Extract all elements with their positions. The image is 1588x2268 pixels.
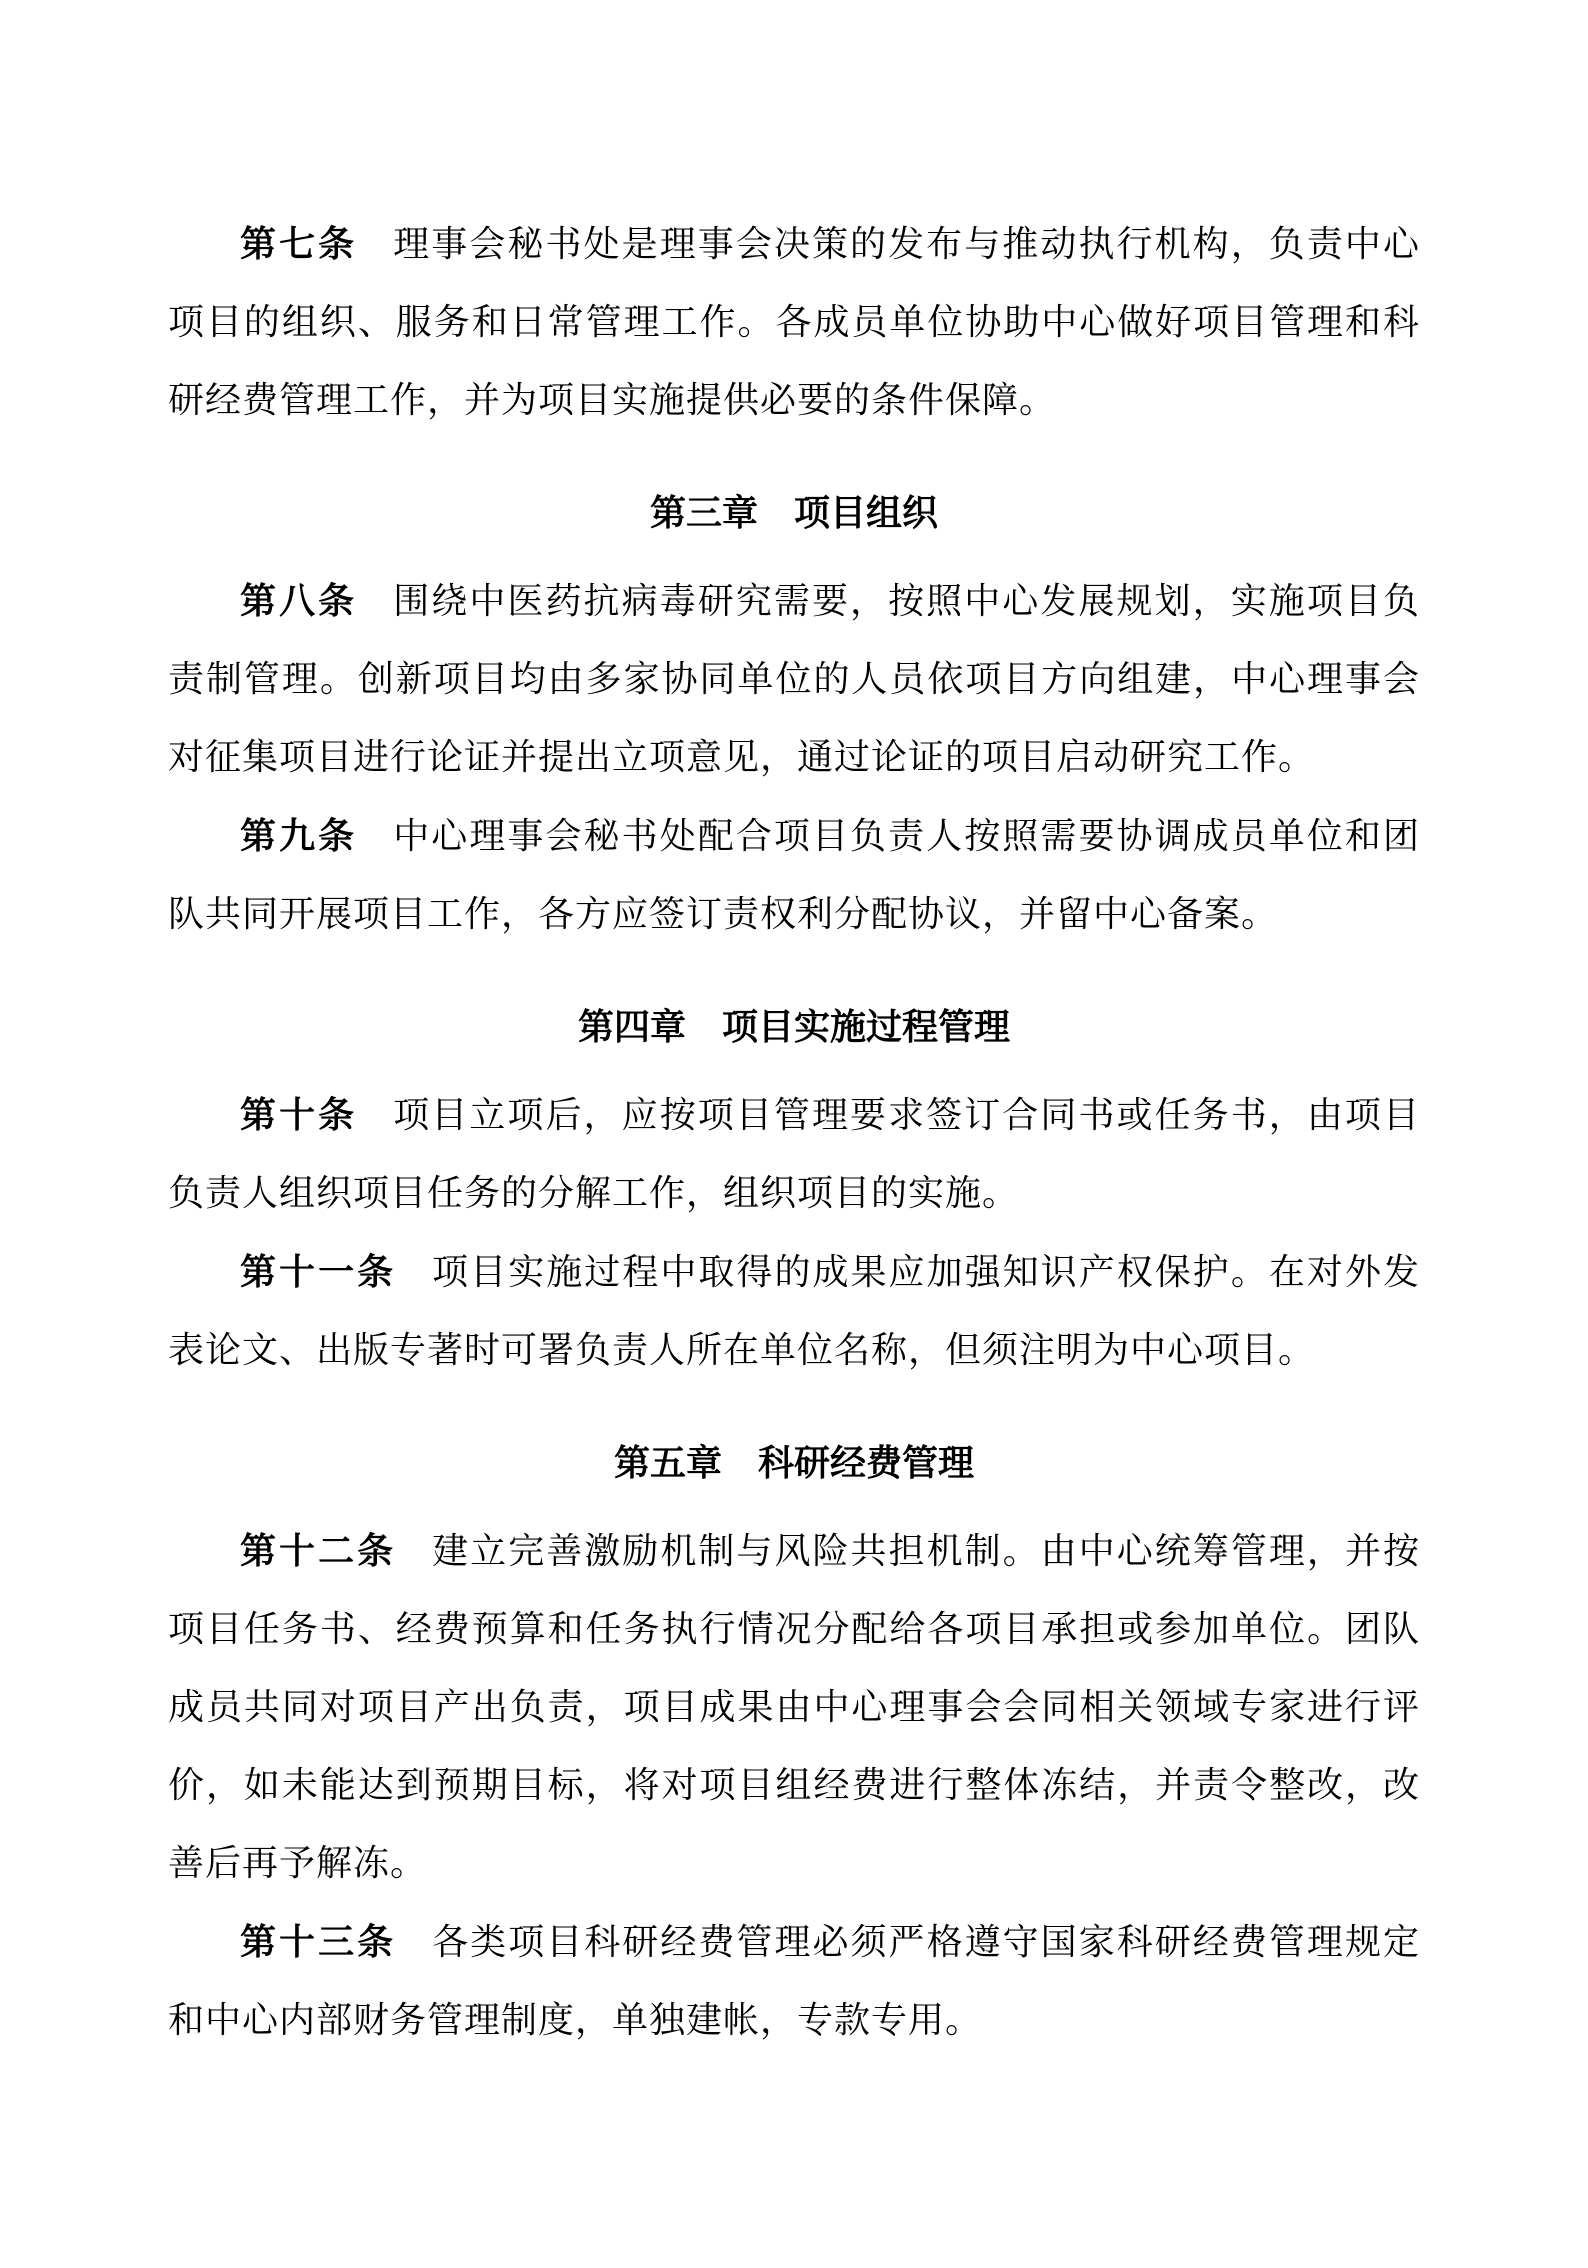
article-text: 各类项目科研经费管理必须严格遵守国家科研经费管理规定和中心内部财务管理制度，单独建帐，专款专用。 — [168, 1922, 1420, 2041]
article-11 — [168, 1233, 1420, 1390]
chapter-3-heading — [168, 440, 1420, 562]
article-9 — [168, 797, 1420, 954]
article-label: 第七条 — [240, 223, 358, 265]
article-8 — [168, 562, 1420, 797]
article-label: 第十二条 — [240, 1530, 397, 1572]
chapter-number: 第四章 — [577, 1006, 686, 1048]
article-text: 理事会秘书处是理事会决策的发布与推动执行机构，负责中心项目的组织、服务和日常管理工作。各成员单位协助中心做好项目管理和科研经费管理工作，并为项目实施提供必要的条件保障。 — [168, 224, 1420, 421]
article-text: 中心理事会秘书处配合项目负责人按照需要协调成员单位和团队共同开展项目工作，各方应签订责权利分配协议，并留中心备案。 — [168, 816, 1420, 935]
chapter-5-heading — [168, 1390, 1420, 1512]
article-text: 围绕中医药抗病毒研究需要，按照中心发展规划，实施项目负责制管理。创新项目均由多家协同单位的人员依项目方向组建，中心理事会对征集项目进行论证并提出立项意见，通过论证的项目启动研究工作。 — [168, 581, 1420, 778]
article-label: 第十三条 — [240, 1921, 397, 1963]
article-7 — [168, 205, 1420, 440]
chapter-number: 第五章 — [613, 1442, 722, 1484]
chapter-4-heading — [168, 954, 1420, 1076]
article-label: 第十条 — [240, 1094, 358, 1136]
article-text: 项目实施过程中取得的成果应加强知识产权保护。在对外发表论文、出版专著时可署负责人所在单位名称，但须注明为中心项目。 — [168, 1252, 1420, 1371]
article-10 — [168, 1076, 1420, 1233]
article-12 — [168, 1512, 1420, 1903]
article-13 — [168, 1903, 1420, 2060]
chapter-title: 科研经费管理 — [758, 1442, 975, 1484]
article-label: 第九条 — [240, 815, 358, 857]
chapter-number: 第三章 — [649, 492, 758, 534]
article-label: 第八条 — [240, 580, 358, 622]
article-text: 建立完善激励机制与风险共担机制。由中心统筹管理，并按项目任务书、经费预算和任务执行情况分配给各项目承担或参加单位。团队成员共同对项目产出负责，项目成果由中心理事会会同相关领域专家进行评价，如未能达到预期目标，将对项目组经费进行整体冻结，并责令整改，改善后再予解冻。 — [168, 1531, 1420, 1884]
article-text: 项目立项后，应按项目管理要求签订合同书或任务书，由项目负责人组织项目任务的分解工作，组织项目的实施。 — [168, 1095, 1420, 1214]
chapter-title: 项目实施过程管理 — [722, 1006, 1011, 1048]
chapter-title: 项目组织 — [794, 492, 939, 534]
document-body — [168, 205, 1420, 2060]
article-label: 第十一条 — [240, 1251, 397, 1293]
